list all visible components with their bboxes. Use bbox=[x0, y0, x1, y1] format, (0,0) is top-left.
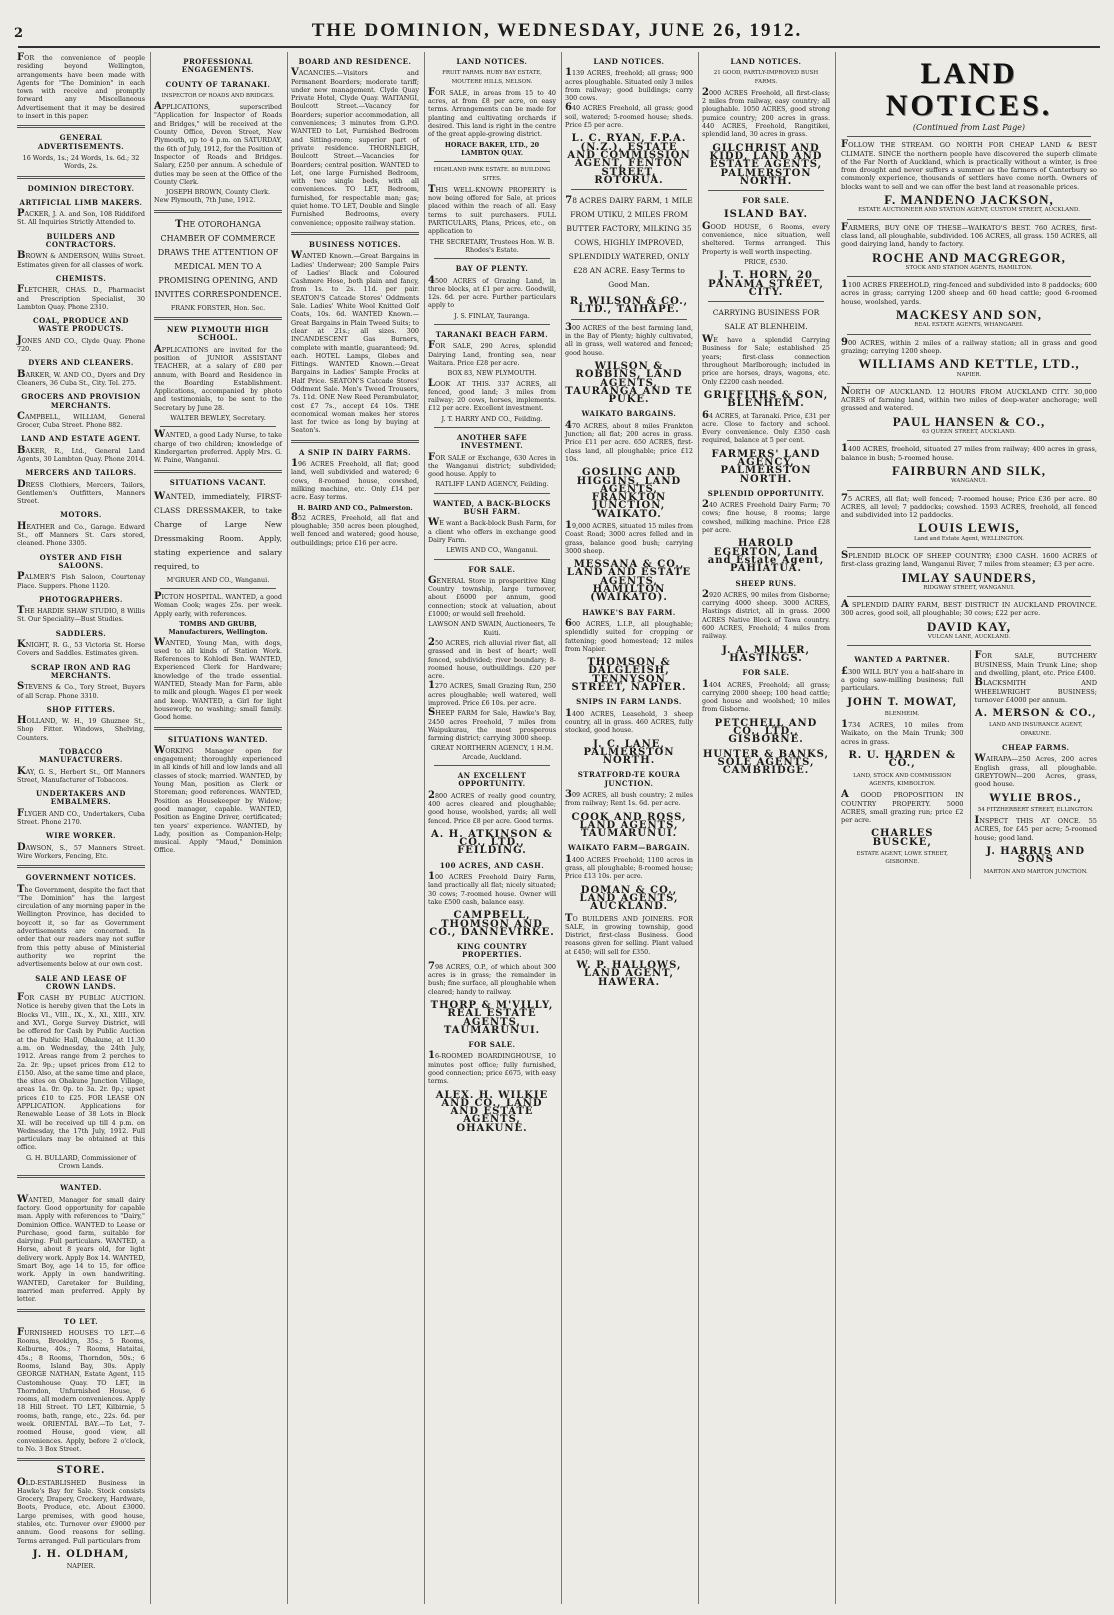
column-4 bbox=[425, 52, 559, 1604]
taranaki-text: APPLICATIONS, superscribed "Application for Inspector of Roads and Bridges," will be received at the County Office, Devon Street, New Plymouth, up to 4 p.m. on SATURDAY, the 6th of July, 1912, for the Position of Inspector of Roads and Bridges. Salary, £250 per annum. A schedule of duties may be seen at the Office of the County Clerk. bbox=[154, 101, 282, 186]
wylie-agent: WYLIE BROS., bbox=[989, 792, 1082, 804]
chamber-sign: FRANK FORSTER, Hon. Sec. bbox=[170, 303, 266, 312]
land-notices-title: LAND NOTICES. bbox=[885, 57, 1053, 122]
imlay-address: RIDGWAY STREET, WANGANUI. bbox=[923, 584, 1015, 591]
ryan-agent: L. C. RYAN, F.P.A. (N.Z.), ESTATE AND COMMISSION AGENT, FENTON STREET, ROTORUA. bbox=[567, 133, 691, 186]
carrying-heading: CARRYING BUSINESS FOR SALE AT BLENHEIM. bbox=[712, 308, 820, 332]
north-text: NORTH OF AUCKLAND. 12 HOURS FROM AUCKLAND CITY. 30,000 ACRES of farming land, within two miles of deep-water anchorage; well grassed and watered. bbox=[841, 385, 1097, 413]
ad-1139: 1139 ACRES, freehold; all grass; 900 acres ploughable. Situated only 3 miles from railway; good buildings; carry 300 cows. bbox=[565, 67, 693, 103]
bush-agent: LEWIS AND CO., Wanganui. bbox=[446, 546, 538, 555]
snips-text: 1400 ACRES, Leasehold, 3 sheep country, all in grass. 460 ACRES, fully stocked, good house. bbox=[565, 707, 693, 735]
directory-category: COAL, PRODUCE AND WASTE PRODUCTS. bbox=[33, 316, 129, 334]
excellent-heading: AN EXCELLENT OPPORTUNITY. bbox=[457, 771, 527, 789]
hansen-agent: PAUL HANSEN & CO., bbox=[892, 413, 1046, 429]
divider bbox=[17, 1309, 145, 1312]
directory-entry: KAY, G. S., Herbert St., Off Manners Street, Manufacturer of Tobaccos. bbox=[17, 765, 145, 784]
divider bbox=[17, 1175, 145, 1178]
cheap-text: WAIRAPA—250 Acres, 200 acres English grass, all ploughable. GREYTOWN—200 Acres, grass, good house. bbox=[974, 753, 1097, 789]
invest-heading: ANOTHER SAFE INVESTMENT. bbox=[456, 432, 528, 451]
merson-agent: A. MERSON & CO., bbox=[974, 708, 1097, 720]
directory-entry: KNIGHT, R. G., 53 Victoria St. Horse Covers and Saddles. Estimates given. bbox=[17, 639, 145, 658]
dairy-text: 196 ACRES Freehold, all flat; good land, well subdivided and watered; 6 cows, 8-roomed house, cowshed, milking machine, etc. Only £14 per acre. Easy terms. bbox=[291, 458, 419, 502]
store-agent: J. H. OLDHAM, bbox=[32, 1548, 130, 1560]
store-heading: STORE. bbox=[56, 1465, 106, 1477]
buscke-agent: CHARLES BUSCKE, bbox=[871, 828, 934, 848]
highland-text: THIS WELL-KNOWN PROPERTY is now being offered for Sale, at prices placed within the reach of all. Easy terms to suit purchasers. FULL PARTICULARS, Plans, Prices, etc., on application to bbox=[428, 183, 556, 236]
directory-entry: CAMPBELL, WILLIAM, General Grocer, Cuba Street. Phone 882. bbox=[17, 410, 145, 430]
chamber-notice: THE OTOROHANGA CHAMBER OF COMMERCE DRAWS THE ATTENTION OF MEDICAL MEN TO A PROMISING OPENING, AND INVITES CORRESPONDENCE. bbox=[154, 218, 282, 299]
split-right bbox=[970, 650, 1098, 879]
land-notices-heading: LAND NOTICES. bbox=[456, 57, 528, 66]
directory-entry: PALMER'S Fish Saloon, Courtenay Place. Suppers. Phone 1120. bbox=[17, 571, 145, 590]
directory-entry: JONES AND CO., Clyde Quay. Phone 720. bbox=[17, 334, 145, 354]
sheep-agent: GREAT NORTHERN AGENCY, 1 H.M. Arcade, Auckland. bbox=[430, 744, 554, 761]
thomson-agent: THOMSON & DALGLEISH, TENNYSON STREET, NAPIER. bbox=[571, 657, 687, 694]
column-5 bbox=[562, 52, 696, 1604]
harden-agent: R. U. HARDEN & CO., bbox=[848, 750, 956, 770]
picton-agent: TOMBS AND GRUBB, Manufacturers, Wellington. bbox=[168, 619, 268, 637]
mandeno-agent: F. MANDENO JACKSON, bbox=[884, 192, 1054, 208]
divider bbox=[571, 189, 687, 190]
agents-notice: FOR the convenience of people residing beyond Wellington, arrangements have been made with Agents for "The Dominion" in each town with receive and promptly forward any Miscellaneous Advertisement that it may be desired to insert in this paper. bbox=[17, 52, 145, 121]
stratford-heading: STRATFORD-TE KOURA JUNCTION. bbox=[577, 770, 681, 788]
directory-entry: FLETCHER, CHAS. D., Pharmacist and Prescription Specialist, 30 Lambton Quay. Phone 2310. bbox=[17, 284, 145, 311]
directory-entry: BROWN & ANDERSON, Willis Street. Estimates given for all classes of work. bbox=[17, 250, 145, 269]
directory-category: SADDLERS. bbox=[55, 628, 107, 638]
directory-entry: FLYGER AND CO., Undertakers, Cuba Street. Phone 2170. bbox=[17, 807, 145, 827]
louis-address: Land and Estate Agent, WELLINGTON. bbox=[913, 535, 1025, 542]
merson-address: LAND AND INSURANCE AGENT, OPAKUNE. bbox=[988, 722, 1083, 737]
divider bbox=[847, 547, 1091, 548]
messana-agent: MESSANA & CO., LAND AND ESTATE AGENTS, HAMILTON (WAIKATO). bbox=[566, 559, 692, 604]
picton-ad: PICTON HOSPITAL. WANTED, a good Woman Cook; wages 25s. per week. Apply early, with references. bbox=[154, 591, 282, 618]
board-sale-heading: FOR SALE. bbox=[468, 1040, 516, 1050]
highland-heading: HIGHLAND PARK ESTATE. 80 BUILDING SITES. bbox=[433, 167, 551, 182]
snips-heading: SNIPS IN FARM LANDS. bbox=[576, 697, 682, 707]
directory-category: UNDERTAKERS AND EMBALMERS. bbox=[36, 789, 126, 807]
dairy-heading: A SNIP IN DAIRY FARMS. bbox=[298, 447, 412, 457]
top-rule bbox=[18, 46, 1100, 48]
beach-agent: BOX 83, NEW PLYMOUTH. bbox=[447, 369, 537, 378]
divider bbox=[154, 727, 282, 730]
wylie-address: 54 FITZHERBERT STREET, ELLINGTON. bbox=[977, 806, 1094, 813]
king-text: 798 ACRES, O.P., of which about 300 acres is in grass; the remainder in bush; fine surface, all ploughable when cleared; handy to railway. bbox=[428, 960, 556, 996]
forsale-agent: LAWSON AND SWAIN, Auctioneers, Te Kuiti. bbox=[428, 620, 556, 637]
roche-agent: ROCHE AND MACGREGOR, bbox=[872, 249, 1066, 265]
excellent-text: 2800 ACRES of really good country, 400 acres cleared and ploughable; good house, woolshed, yards; all well fenced. Price £8 per acre. Good terms. bbox=[428, 789, 556, 825]
waikato-heading: WAIKATO BARGAINS. bbox=[581, 409, 677, 419]
invest-text: FOR SALE or Exchange, 630 Acres in the Wanganui district; subdivided; good house. Apply to bbox=[428, 451, 556, 479]
ad-1100: 1100 ACRES FREEHOLD, ring-fenced and subdivided into 8 paddocks; 600 acres in grass; carrying 1200 sheep and 60 head cattle; good 6-roomed house, woolshed, yards. bbox=[841, 279, 1097, 306]
divider bbox=[434, 493, 550, 494]
column-land-notices bbox=[838, 52, 1100, 1604]
board-heading: BOARD AND RESIDENCE. bbox=[298, 57, 412, 66]
carrying-text: WE have a splendid Carrying Business for Sale; established 25 years; first-class connection throughout Marlborough; included in price are horses, drays, wagons, etc. Only £2200 cash needed. bbox=[702, 334, 830, 386]
column-rule bbox=[835, 52, 836, 1604]
directory-list bbox=[17, 199, 145, 860]
forsale-text: GENERAL Store in prosperitive King Country township, large turnover, about £6000 per annum, good connection; stock at valuation, about £1000; or would sell freehold. bbox=[428, 574, 556, 619]
fairburn-address: WANGANUI. bbox=[951, 478, 987, 485]
gosling-agent: GOSLING AND HIGGINS, LAND AGENTS, FRANKTON JUNCTION, WAIKATO. bbox=[576, 467, 682, 520]
miller-agent: J. A. MILLER, HASTINGS. bbox=[722, 644, 810, 664]
business-text: WANTED Known.—Great Bargains in Ladies' Underwear; 200 Sample Pairs of Ladies' Black and Coloured Cashmere Hose, both plain and fancy, from 1s. to 2s. 11d. per pair. SEATON'S Catcade Stores' Oddments Sale. Ladies' White Wool Knitted Golf Coats, 10s. 6d. WANTED Known.—Great Bargains in Plain Tweed Suits; to clear at 21s.; all sizes. 300 INCANDESCENT Gas Burners, complete with mantle, guaranteed; 9d. each. HOTEL Lamps, Globes and Fittings. WANTED Known.—Great Bargains in Ladies' Sample Frocks at Half Price. SEATON'S Catcade Stores' Oddment Sale. Men's Tweed Trousers, 7s. 11d. ONE New Reed Perambulator, cost £7 7s., accept £4 10s. THE economical woman makes her stores last for twice as long by buying at Seaton's. bbox=[291, 250, 419, 435]
inspect-text: INSPECT THIS AT ONCE. 55 ACRES, for £45 per acre; 5-roomed house; good land. bbox=[974, 815, 1097, 842]
williams-address: NAPIER. bbox=[956, 371, 982, 378]
crown-heading: SALE AND LEASE OF CROWN LANDS. bbox=[35, 973, 127, 991]
directory-entry: THE HARDIE SHAW STUDIO, 8 Willis St. Our Speciality—Bust Studies. bbox=[17, 605, 145, 624]
look-text: LOOK AT THIS. 337 ACRES, all fenced, good land; 3 miles from railway; 20 cows, horses, implements. £12 per acre. Excellent investment. bbox=[428, 377, 556, 413]
harris-address: MARTON AND MARTON JUNCTION. bbox=[983, 868, 1088, 875]
divider bbox=[571, 319, 687, 320]
sit-wanted-heading: SITUATIONS WANTED. bbox=[168, 734, 268, 744]
island-heading: ISLAND BAY. bbox=[723, 209, 809, 221]
divider bbox=[847, 136, 1091, 137]
hawkes-heading: HAWKE'S BAY FARM. bbox=[582, 607, 676, 617]
directory-category: PHOTOGRAPHERS. bbox=[39, 594, 123, 604]
runs-text: 2920 ACRES, 90 miles from Gisborne; carrying 4000 sheep. 3000 ACRES, Hastings district, all in grass. 2000 ACRES Native Block of Tawa country. 600 ACRES, Freehold; 4 miles from railway. bbox=[702, 588, 830, 641]
blacksmith-text: BLACKSMITH AND WHEELWRIGHT BUSINESS; turnover £4000 per annum. bbox=[974, 677, 1097, 704]
hawkes-text: 600 ACRES, L.I.P., all ploughable; splendidly suited for cropping or fattening; good homestead; 12 miles from Napier. bbox=[565, 617, 693, 653]
directory-category: MOTORS. bbox=[60, 510, 102, 520]
sale2-text: 1404 ACRES, Freehold; all grass; carrying 2000 sheep; 100 head cattle; good house and woolshed; 10 miles from Gisborne. bbox=[702, 678, 830, 714]
partner-heading: WANTED A PARTNER. bbox=[854, 655, 951, 665]
column-6 bbox=[699, 52, 833, 1604]
ad-75: 75 ACRES, all flat; well fenced; 7-roomed house; Price £36 per acre. 80 ACRES, all level; 7 paddocks; cowshed. 1593 ACRES, freehold, all fenced and subdivided into 12 paddocks. bbox=[841, 492, 1097, 520]
land-notices-subtitle: (Continued from Last Page) bbox=[912, 123, 1026, 132]
dressmaker-ad: WANTED, immediately, FIRST-CLASS DRESSMAKER, to take Charge of Large New Dressmaking Room. Apply, stating experience and salary required, to bbox=[154, 490, 282, 571]
run-text: 1270 ACRES, Small Grazing Run, 250 acres ploughable; well watered, well improved. Price £6 10s. per acre. bbox=[428, 680, 556, 707]
divider bbox=[434, 258, 550, 259]
dairy-farm-ad: 78 ACRES DAIRY FARM, 1 MILE FROM UTIKU, 2 MILES FROM BUTTER FACTORY, MILKING 35 COWS, HIGHLY IMPROVED, SPLENDIDLY WATERED, ONLY £28 AN ACRE. Easy Terms to Good Man. bbox=[565, 195, 693, 290]
waikato2-text: 1400 ACRES Freehold; 1100 acres in grass, all ploughable; 8-roomed house; Price £13 10s. per acre. bbox=[565, 853, 693, 881]
directory-entry: PACKER, J. A. and Son, 108 Riddiford St. All Inquiries Strictly Attended to. bbox=[17, 208, 145, 227]
partly-text: 2000 ACRES Freehold, all first-class; 2 miles from railway, easy country; all ploughable. 1050 ACRES, good strong pumice country; 200 acres in grass. 440 ACRES, Freehold, Rangitikei, splendid land, 30 acres in grass. bbox=[702, 86, 830, 139]
directory-heading: DOMINION DIRECTORY. bbox=[27, 183, 135, 193]
ad-640: 640 ACRES Freehold, all grass; good soil, watered; 5-roomed house; sheds. Price £5 per acre. bbox=[565, 102, 693, 130]
king-heading: KING COUNTRY PROPERTIES. bbox=[456, 942, 528, 960]
cheap-heading: CHEAP FARMS. bbox=[1002, 743, 1070, 753]
divider bbox=[847, 490, 1091, 491]
directory-category: CHEMISTS. bbox=[55, 273, 107, 283]
bush-heading: WANTED, A BACK-BLOCKS BUSH FARM. bbox=[433, 498, 551, 517]
petchell-agent: PETCHELL AND CO., LTD., GISBORNE. bbox=[714, 717, 818, 746]
taranaki-heading: COUNTY OF TARANAKI. bbox=[165, 79, 271, 89]
divider bbox=[434, 765, 550, 766]
divider bbox=[160, 426, 276, 427]
school-text: APPLICATIONS are invited for the position of JUNIOR ASSISTANT TEACHER, at a salary of £80 per annum, with Board and Residence in the Boarding Establishment. Applications, accompanied by photo and testimonials, to be sent to the Secretary by June 28. bbox=[154, 343, 282, 412]
dairy-agent: H. BAIRD AND CO., Palmerston. bbox=[297, 503, 413, 512]
plenty-text: 4500 ACRES of Grazing Land, in three blocks, at £1 per acre. Goodwill, 12s. 6d. per acre. Further particulars apply to bbox=[428, 274, 556, 310]
page-number: 2 bbox=[14, 26, 24, 41]
fruit-text: FOR SALE, in areas from 15 to 40 acres, at from £8 per acre, on easy terms. Arrangements can be made for planting and cultivating orchards if desired. This land is right in the centre of the great apple-growing district. bbox=[428, 86, 556, 139]
splendid-dairy-text: A SPLENDID DAIRY FARM, BEST DISTRICT IN AUCKLAND PROVINCE. 300 acres, good soil, all ploughable; 30 cows; £22 per acre. bbox=[841, 599, 1097, 618]
directory-category: SCRAP IRON AND RAG MERCHANTS. bbox=[30, 662, 132, 680]
harden-address: LAND, STOCK AND COMMISSION AGENTS, KIMBOLTON. bbox=[853, 772, 952, 787]
hallows-agent: W. P. HALLOWS, LAND AGENT, HAWERA. bbox=[576, 960, 682, 988]
directory-entry: HEATHER and Co., Garage. Edward St., off Manners St. Cars stored, cleaned. Phone 3305. bbox=[17, 520, 145, 548]
divider bbox=[847, 645, 1091, 646]
louis-agent: LOUIS LEWIS, bbox=[918, 520, 1020, 536]
taranaki-ad: 64 ACRES, at Taranaki. Price, £31 per acre. Close to factory and school. Every convenience. Only £350 cash required, balance at 5 per cent. bbox=[702, 409, 830, 445]
prof-heading: PROFESSIONAL ENGAGEMENTS. bbox=[181, 57, 255, 75]
dairy-text-2: 852 ACRES, Freehold, all flat and ploughable; 350 acres been ploughed, well fenced and watered; good house, outbuildings; price £16 per acre. bbox=[291, 511, 419, 547]
kay-agent: DAVID KAY, bbox=[927, 618, 1011, 634]
doman-agent: DOMAN & CO., LAND AGENTS, AUCKLAND. bbox=[579, 884, 679, 913]
beach-heading: TARANAKI BEACH FARM. bbox=[435, 330, 549, 340]
directory-entry: STEVENS & Co., Tory Street, Buyers of all Scrap. Phone 3310. bbox=[17, 681, 145, 700]
look-agent: J. T. HARRY AND CO., Feilding. bbox=[441, 414, 543, 423]
fruit-heading: FRUIT FARMS. RUBY BAY ESTATE, MOUTERE HILLS, NELSON. bbox=[442, 70, 542, 85]
directory-entry: DAWSON, S., 57 Manners Street. Wire Workers, Fencing, Etc. bbox=[17, 841, 145, 860]
plenty-agent: J. S. FINLAY, Tauranga. bbox=[454, 311, 530, 320]
splendid-heading: SPLENDID OPPORTUNITY. bbox=[707, 488, 825, 498]
mackesy-address: REAL ESTATE AGENTS, WHANGAREI. bbox=[914, 322, 1024, 329]
divider bbox=[847, 596, 1091, 597]
builders-text: TO BUILDERS AND JOINERS. FOR SALE, in growing township, good District, first-class Business. Good reasons given for selling. Plant valued at £450; will sell for £350. bbox=[565, 912, 693, 956]
land-notices-heading: LAND NOTICES. bbox=[730, 57, 802, 66]
island-text: GOOD HOUSE, 6 Rooms, every convenience, nice situation, well sheltered. Terms arranged. This Property is well worth inspecting. bbox=[702, 220, 830, 256]
directory-category: GROCERS AND PROVISION MERCHANTS. bbox=[21, 392, 141, 410]
divider bbox=[154, 470, 282, 473]
directory-category: ARTIFICIAL LIMB MAKERS. bbox=[19, 197, 143, 207]
fairburn-agent: FAIRBURN AND SILK, bbox=[892, 462, 1046, 478]
farmers-agent: FARMERS' LAND AGENCY, PALMERSTON NORTH. bbox=[711, 448, 821, 485]
cash-agent: CAMPBELL, THOMSON AND CO., DANNEVIRKE. bbox=[429, 910, 555, 938]
partner-text: £300 WILL BUY you a half-share in a going saw-milling business; full particulars. bbox=[841, 665, 964, 693]
robbins-agent: WILSON & ROBBINS, LAND AGENTS, TAURANGA AND TE PUKE. bbox=[565, 360, 693, 406]
fruit-agent: HORACE BAKER, LTD., 20 LAMBTON QUAY. bbox=[444, 140, 540, 157]
directory-entry: BAKER, R., Ltd., General Land Agents, 30 Lambton Quay. Phone 2014. bbox=[17, 444, 145, 463]
divider bbox=[291, 440, 419, 443]
hunter-agent: HUNTER & BANKS, SOLE AGENTS, CAMBRIDGE. bbox=[702, 748, 830, 777]
wanted-text: WANTED, Manager for small dairy factory. Good opportunity for capable man. Apply with references to "Dairy," Dominion Office. WANTED to Lease or Purchase, good farm, suitable for dairying. Full particulars. WANTED, a Horse, about 8 years old, for light delivery work. Apply Box 14. WANTED, Smart Boy, age 14 to 15, for office work. Apply in own handwriting. WANTED, Caretaker for Building, married man preferred. Apply by letter. bbox=[17, 1193, 145, 1304]
block-text: SPLENDID BLOCK OF SHEEP COUNTRY; £300 CASH. 1600 ACRES of first-class grazing land, Wanganui River, 7 miles from steamer; £3 per acre. bbox=[841, 549, 1097, 569]
gilchrist-agent: GILCHRIST AND KIDD, LAND AND ESTATE AGENTS, PALMERSTON NORTH. bbox=[709, 142, 823, 187]
ad-1734: 1734 ACRES, 10 miles from Waikato, on the Main Trunk; 300 acres in grass. bbox=[841, 719, 964, 746]
board-sale-agent: ALEX. H. WILKIE AND CO., LAND AND ESTATE AGENTS, OHAKUNE. bbox=[435, 1089, 549, 1134]
sheep-text: SHEEP FARM for Sale, Hawke's Bay, 2450 acres Freehold, 7 miles from Waipukurau, the most prosperous farming district; carrying 3000 sheep. bbox=[428, 707, 556, 743]
board-sale-text: 16-ROOMED BOARDINGHOUSE, 10 minutes post office; fully furnished, good connection; price £675, with easy terms. bbox=[428, 1050, 556, 1086]
sit-vacant-text: WANTED, Young Man, with dogs, used to all kinds of Station Work. References to Kohlodi Ben. WANTED, Experienced Clerk for Hardware; knowledge of the trade essential. WANTED, Steady Man for Farm, able to milk and plough. Wages £1 per week and keep. WANTED, a Girl for light housework; no washing; small family. Good home. bbox=[154, 636, 282, 722]
waikato2-heading: WAIKATO FARM—BARGAIN. bbox=[567, 843, 690, 853]
beach-text: FOR SALE, 290 Acres, splendid Dairying Land, fronting sea, near Waitara. Price £28 per acre. bbox=[428, 340, 556, 367]
divider bbox=[291, 232, 419, 235]
land-notices-heading: LAND NOTICES. bbox=[593, 57, 665, 66]
splendid-text: 240 ACRES Freehold Dairy Farm; 70 cows; fine house, 8 rooms; large cowshed, milking machine. Price £28 per acre. bbox=[702, 499, 830, 535]
directory-category: OYSTER AND FISH SALOONS. bbox=[39, 552, 123, 570]
mandeno-address: ESTATE AUCTIONEER AND STATION AGENT, CUSTOM STREET, AUCKLAND. bbox=[858, 207, 1080, 214]
business-heading: BUSINESS NOTICES. bbox=[308, 239, 402, 249]
divider bbox=[847, 334, 1091, 335]
column-1 bbox=[14, 52, 148, 1604]
sit-wanted-text: WORKING Manager open for engagement; thoroughly experienced in all kinds of hill and low lands and all classes of stock; married. WANTED, by Young Man, position as Clerk or Storeman; good references. WANTED, Position as Housekeeper by Widow; good manager, capable. WANTED, Position as Engine Driver, certificated; ten years' experience. WANTED, by Lady, position as Companion-Help; musical. Apply "Maud," Dominion Office. bbox=[154, 744, 282, 855]
divider bbox=[434, 559, 550, 560]
imlay-agent: IMLAY SAUNDERS, bbox=[901, 569, 1037, 585]
crown-text: FOR CASH BY PUBLIC AUCTION. Notice is hereby given that the Lots in Blocks VI., VIII., IX., X., XI., XIII., XIV. and XVI., Gorge Survey District, will be offered for Cash by Public Auction at the Public Hall, Ohakune, at 11.30 a.m. on Wednesday, the 24th July, 1912. Areas range from 2 perches to 2a. 2r. 9p.; upset prices from £12 to £150. Also, at the same time and place, the sites on Ohakune Junction Village, areas 1a. 0r. 0p. to 3a. 2r. 0p.; upset prices £10 to £25. FOR LEASE ON APPLICATION. Applications for Renewable Lease of 38 Lots in Block XI. will be received up till 4 p.m. on Wednesday, the 17th July, 1912. Full particulars may be obtained at this office. bbox=[17, 992, 145, 1152]
lane-agent: J. C. LANE, PALMERSTON NORTH. bbox=[583, 738, 675, 767]
mowat-address: BLENHEIM. bbox=[884, 710, 920, 717]
govt-heading: GOVERNMENT NOTICES. bbox=[25, 873, 137, 883]
divider bbox=[17, 865, 145, 868]
divider bbox=[17, 1458, 145, 1461]
masthead: THE DOMINION, WEDNESDAY, JUNE 26, 1912. bbox=[311, 20, 803, 41]
directory-category: DYERS AND CLEANERS. bbox=[28, 358, 134, 368]
horn-agent: J. T. HORN, 20 PANAMA STREET, CITY. bbox=[708, 270, 824, 298]
taranaki-date: New Plymouth, 7th June, 1912. bbox=[154, 196, 256, 205]
highland-agent: THE SECRETARY, Trustees Hon. W. B. Rhodes's Estate. bbox=[429, 237, 555, 254]
divider bbox=[847, 440, 1091, 441]
split-left bbox=[841, 650, 964, 879]
directory-category: SHOP FITTERS. bbox=[46, 704, 116, 714]
divider bbox=[708, 190, 824, 191]
taranaki-sign: JOSEPH BROWN, County Clerk. bbox=[165, 188, 271, 197]
runs-heading: SHEEP RUNS. bbox=[735, 578, 797, 588]
divider bbox=[847, 219, 1091, 220]
kay-address: VULCAN LANE, AUCKLAND. bbox=[927, 634, 1011, 641]
sale-heading: FOR SALE. bbox=[742, 196, 790, 206]
egerton-agent: HAROLD EGERTON, Land and Estate Agent, PAHIATUA. bbox=[707, 538, 825, 575]
tolet-heading: TO LET. bbox=[63, 1316, 99, 1326]
hansen-address: 63 QUEEN STREET, AUCKLAND. bbox=[922, 429, 1016, 436]
divider bbox=[434, 161, 550, 162]
divider bbox=[17, 176, 145, 179]
tolet-text: FURNISHED HOUSES TO LET.—6 Rooms, Brooklyn, 35s.; 5 Rooms, Kelburne, 40s.; 7 Rooms, Hataitai, 45s.; 8 Rooms, Thorndon, 50s.; 6 Rooms, Island Bay, 30s. Apply GEORGE NATHAN, Estate Agent, 115 Customhouse Quay. TO LET, in Thorndon, Unfurnished House, 6 rooms, all modern conveniences. Apply 18 Hill Street. TO LET, Kilbirnie, 5 rooms, bath, range, etc., 22s. 6d. per week. ORIENTAL BAY.—To Let, 7-roomed House, good view, all conveniences. Apply, before 2 o'clock, to No. 3 Box Street. bbox=[17, 1326, 145, 1453]
divider bbox=[708, 301, 824, 302]
directory-category: MERCERS AND TAILORS. bbox=[25, 468, 137, 478]
stream-text: FOLLOW THE STREAM. GO NORTH FOR CHEAP LAND & BEST CLIMATE. SINCE the northern people have discovered the superb climate of the Far North of Auckland, which is practically without a winter, is free from drought and never suffers a summer as the farmers of Canterbury so commonly experience, thousands of settlers have come north. Owners of blocks want to sell and we can offer the best land at reasonable prices. bbox=[841, 139, 1097, 191]
cash-heading: 100 ACRES, AND CASH. bbox=[439, 860, 545, 870]
directory-category: TOBACCO MANUFACTURERS. bbox=[39, 747, 123, 765]
ad-19000: 19,000 ACRES, situated 15 miles from Coast Road; 3000 acres felled and in grass, balance good bush; carrying 3000 sheep. bbox=[565, 519, 693, 555]
harris-agent: J. HARRIS AND SONS bbox=[986, 846, 1086, 866]
ad-1400: 1400 ACRES, freehold, situated 27 miles from railway; 400 acres in grass, balance in bush; 5-roomed house. bbox=[841, 443, 1097, 462]
buscke-address: ESTATE AGENT, LOWE STREET, GISBORNE. bbox=[856, 851, 949, 866]
mowat-agent: JOHN T. MOWAT, bbox=[847, 696, 958, 708]
directory-category: LAND AND ESTATE AGENT. bbox=[21, 434, 141, 444]
column-3 bbox=[288, 52, 422, 1604]
divider bbox=[17, 125, 145, 128]
directory-category: WIRE WORKER. bbox=[45, 831, 117, 841]
school-heading: NEW PLYMOUTH HIGH SCHOOL. bbox=[167, 325, 269, 343]
good-text: A GOOD PROPOSITION IN COUNTRY PROPERTY. 5000 ACRES, small grazing run; price £2 per acre. bbox=[841, 789, 964, 825]
excellent-agent: A. H. ATKINSON & CO., LTD., FEILDING. bbox=[431, 828, 553, 857]
taranaki-sub: INSPECTOR OF ROADS AND BRIDGES. bbox=[161, 92, 275, 99]
mackesy-agent: MACKESY AND SON, bbox=[896, 307, 1042, 323]
divider bbox=[847, 276, 1091, 277]
split-ads bbox=[841, 650, 1097, 879]
directory-entry: BARKER, W. AND CO., Dyers and Dry Cleaners, 36 Cuba St., City. Tel. 275. bbox=[17, 368, 145, 387]
rates-heading: GENERAL ADVERTISEMENTS. bbox=[37, 133, 125, 151]
waikato-text: 470 ACRES, about 8 miles Frankton Junction; all flat; 200 acres in grass. Price £11 per acre. 650 ACRES, first-class land, all ploughable; price £12 10s. bbox=[565, 419, 693, 463]
rates-text: 16 Words, 1s.; 24 Words, 1s. 6d.; 32 Words, 2s. bbox=[22, 153, 140, 171]
column-2 bbox=[151, 52, 285, 1604]
directory-entry: HOLLAND, W. H., 19 Ghuznee St., Shop Fitter. Windows, Shelving, Counters. bbox=[17, 715, 145, 742]
forsale-heading: FOR SALE. bbox=[468, 564, 516, 574]
board-text: VACANCIES.—Visitors and Permanent Boarders; moderate tariff; under new management. Clyde Quay Private Hotel, Clyde Quay. WAITANGI, Boulcott Street.—Vacancy for Boarders; superior accommodation, all conveniences; 3 minutes from G.P.O. WANTED to Let, Furnished Bedroom and Sitting-room; superior part of private residence. THORNLEIGH, Boulcott Street.—Vacancies for Boarders; central position. WANTED to Let, one large Furnished Bedroom, with two single beds, with all conveniences. TO LET, Bedroom, furnished, for respectable man; gas; quiet home. TO LET, Double and Single Furnished Bedrooms, every convenience; opposite railway station. bbox=[291, 67, 419, 227]
commissioner: G. H. BULLARD, Commissioner of Crown Lands. bbox=[25, 1153, 137, 1171]
divider bbox=[160, 588, 276, 589]
bush-text: WE want a Back-block Bush Farm, for a client who offers in exchange good Dairy Farm. bbox=[428, 517, 556, 544]
griffiths-agent: GRIFFITHS & SON, BLENHEIM. bbox=[703, 389, 829, 410]
wilson-agent: R. WILSON & CO., LTD., TAIHAPE. bbox=[569, 296, 689, 316]
cook-agent: COOK AND ROSS, LAND AGENTS, TAUMARUNUI. bbox=[571, 811, 687, 840]
store-place: NAPIER. bbox=[66, 1562, 96, 1571]
sale2-heading: FOR SALE. bbox=[742, 668, 790, 678]
store-text: OLD-ESTABLISHED Business in Hawke's Bay for Sale. Stock consists Grocery, Drapery, Crockery, Hardware, Boots, Produce, etc. About £3000. Large premises, with good house, stables, etc. Turnover over £9000 per annum. Good reasons for selling. Terms arranged. Full particulars from bbox=[17, 1476, 145, 1545]
williams-agent: WILLIAMS AND KETTLE, LTD., bbox=[858, 356, 1080, 372]
directory-category: BUILDERS AND CONTRACTORS. bbox=[45, 231, 117, 250]
divider bbox=[434, 324, 550, 325]
ad-300: 300 ACRES of the best farming land, in the Bay of Plenty; highly cultivated, all in grass, well watered and fenced; good house. bbox=[565, 321, 693, 357]
divider bbox=[154, 210, 282, 213]
divider bbox=[847, 383, 1091, 384]
invest-agent: RATLIFF LAND AGENCY, Feilding. bbox=[435, 480, 549, 489]
directory-entry: DRESS Clothiers, Mercers, Tailors, Gentlemen's Outfitters, Manners Street. bbox=[17, 478, 145, 506]
island-price: PRICE, £530. bbox=[744, 257, 788, 266]
govt-text: The Government, despite the fact that "The Dominion" has the largest circulation of any morning paper in the Wellington Province, has decided to boycott it, so far as Government advertisements are concerned. In order that our readers may not suffer from this petty abuse of Ministerial authority we reprint the advertisements below at our own cost. bbox=[17, 883, 145, 969]
flat-text: 250 ACRES, rich alluvial river flat, all grassed and in best of heart; well fenced, subdivided; river boundary; 8-roomed house, outbuildings. £20 per acre. bbox=[428, 636, 556, 681]
farmers-text: FARMERS, BUY ONE OF THESE—WAIKATO'S BEST. 760 ACRES, first-class land, all ploughable, subdivided. 106 ACRES, all grass. 150 ACRES, all good dairying land, handy to factory. bbox=[841, 221, 1097, 249]
ad-900: 900 ACRES, within 2 miles of a railway station; all in grass and good grazing; carrying 1200 sheep. bbox=[841, 336, 1097, 355]
cash-text: 100 ACRES Freehold Dairy Farm, land practically all flat; nicely situated; 30 cows; 7-roomed house. Owner will take £500 cash, balance easy. bbox=[428, 871, 556, 906]
partly-heading: 21 GOOD, PARTLY-IMPROVED BUSH FARMS. bbox=[713, 70, 819, 85]
stratford-text: 309 ACRES, all bush country; 2 miles from railway; Rent 1s. 6d. per acre. bbox=[565, 789, 693, 808]
roche-address: STOCK AND STATION AGENTS, HAMILTON. bbox=[905, 264, 1033, 271]
plenty-heading: BAY OF PLENTY. bbox=[455, 264, 529, 274]
dressmaker-agent: M'GRUER AND CO., Wanganui. bbox=[166, 575, 270, 584]
butchery-text: FOR SALE, BUTCHERY BUSINESS, Main Trunk Line; shop and dwelling, plant, etc. Price £400. bbox=[974, 650, 1097, 677]
divider bbox=[434, 427, 550, 428]
divider bbox=[154, 317, 282, 320]
king-agent: THORP & M'VILLY, REAL ESTATE AGENTS, TAUMARUNUI. bbox=[430, 999, 554, 1036]
school-sign: WALTER BEWLEY, Secretary. bbox=[170, 414, 266, 423]
nurse-ad: WANTED, a good Lady Nurse, to take charge of two children; knowledge of Kindergarten preferred. Apply Mrs. G. W. Paine, Wanganui. bbox=[154, 429, 282, 465]
sit-vacant-heading: SITUATIONS VACANT. bbox=[169, 477, 267, 487]
wanted-heading: WANTED. bbox=[60, 1183, 102, 1193]
